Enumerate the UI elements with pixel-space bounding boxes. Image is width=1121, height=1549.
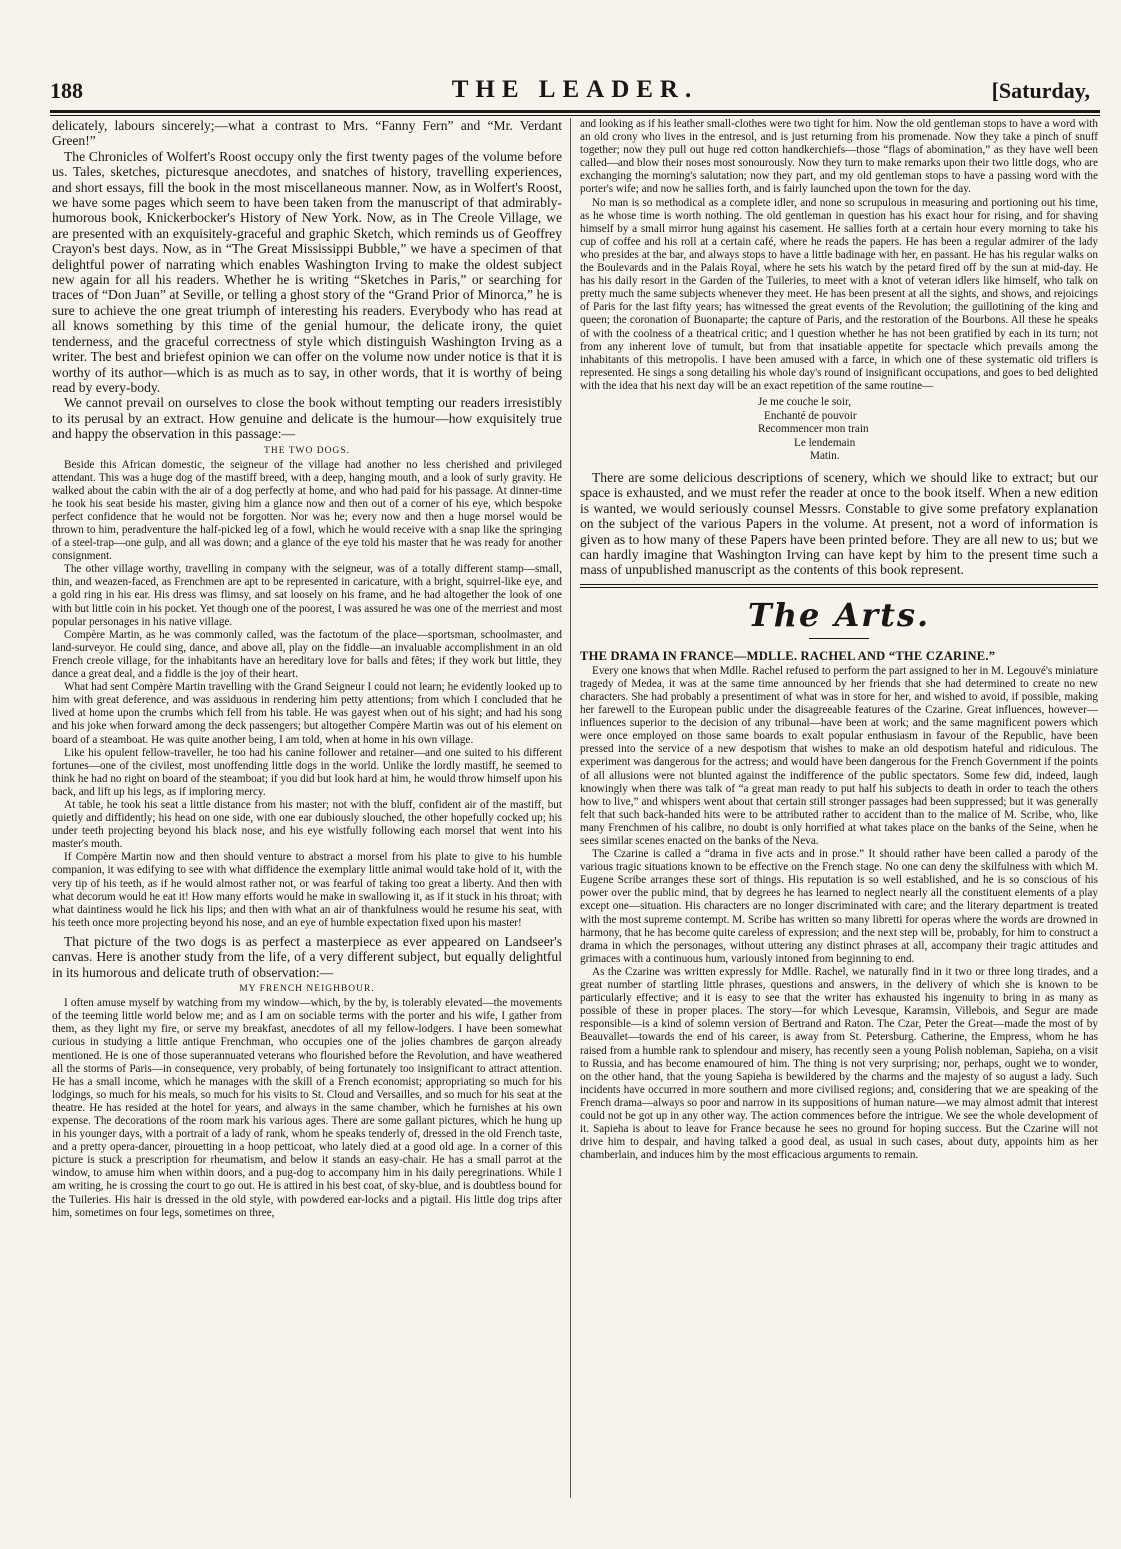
section-rule (580, 584, 1098, 588)
column-divider (570, 118, 571, 1498)
article-paragraph: Every one knows that when Mdlle. Rachel refused to perform the part assigned to her in M. Legouvé's miniature tragedy of Medea, it was at the same time announced by her friends that she had determined to create no new characters. She had probably a presentiment of what was in store for her, and wished to avoid, if possible, making her farewell to the European public under the disagreeable features of the Czarine. Great influences, however—influences superior to the decision of any tribunal—have been at work; and the same magnificent powers which were once employed on those same boards to exalt popular enthusiasm in favour of the Republic, have been pressed into the service of a new despotism that wishes to make an old despotism hateful and ridiculous. The experiment was dangerous for the actress; and would have been dangerous for the French Government if the points of all allusions were not blunted against the indifference of the public spectators. Some few did, indeed, laugh knowingly when there was talk of “a great man ready to put half his subjects to death in order to teach the others how to live,” and whispers went about that certain still stronger passages had been suppressed; but it was generally felt that such back-handed hits were to be attributed rather to accident than to the malice of M. Scribe, who, like many Frenchmen of his calibre, no doubt is only horrified at what takes place on the banks of the Seine, when he sees similar scenes enacted on the banks of the Neva. (580, 664, 1098, 847)
review-paragraph: There are some delicious descriptions of scenery, which we should like to extract; but our space is exhausted, and we must refer the reader at once to the book itself. When a new edition is wanted, we would seriously counsel Messrs. Constable to give some prefatory explanation on the subject of the various Papers in the volume. At present, not a word of information is given as to how many of these Papers have been printed before. They are all new to us; but we can hardly imagine that Washington Irving can have kept by him to the present time such a mass of unpublished manuscript as the contents of this book represent. (580, 469, 1098, 578)
review-paragraph: We cannot prevail on ourselves to close the book without tempting our readers irresistibly to its perusal by an extract. How genuine and delicate is the humour—how exquisitely true and happy the observation in this passage:— (52, 395, 562, 442)
verse-line: Recommencer mon train (758, 423, 869, 436)
extract-heading: MY FRENCH NEIGHBOUR. (239, 984, 375, 995)
right-column (580, 118, 1098, 1508)
review-paragraph: The Chronicles of Wolfert's Roost occupy only the first twenty pages of the volume before us. Tales, sketches, picturesque anecdotes, and snatches of history, travelling experiences, and short essays, fill the book in the most miscellaneous manner. Now, as in Wolfert's Roost, we have some pages which seem to have been taken from the manuscript of that admirably-humorous book, Knickerbocker's History of New York. Now, as in The Creole Village, we are presented with an exquisitely-graceful and graphic Sketch, which reminds us of Geoffrey Crayon's best days. Now, as in “The Great Mississippi Bubble,” we have a specimen of that delightful power of narrating which enables Washington Irving to make the oldest subject new again for all his readers. Whether he is writing “Sketches in Paris,” or searching for traces of “Don Juan” at Seville, or telling a ghost story of the “Grand Prior of Minorca,” he is sure to achieve the one great triumph of interesting his readers. Everybody who has read at all knows something by this time of the genial humour, the delicate irony, the quiet tenderness, and the graceful correctness of style which distinguish Washington Irving as a writer. The best and briefest opinion we can offer on the volume now under notice is that it is worthy of its author—which is as much as to say, in other words, that it is worthy of being read by every-body. (52, 148, 562, 395)
verse-line: Je me couche le soir, (758, 395, 852, 408)
masthead-rule-thin (50, 115, 1100, 116)
page-number: 188 (50, 78, 83, 103)
extract-paragraph: and looking as if his leather small-clothes were two tight for him. Now the old gentleman stops to have a word with an old crony who lives in the entresol, and is just returning from his promenade. Now they take a pinch of snuff together; now they pull out huge red cotton handkerchiefs—those “flags of abomination,” as they have well been called—and blow their noses most sonourously. Now they turn to make remarks upon their two little dogs, who are exchanging the morning's salutation; now they part, and my old gentleman stops to have a passing word with the porter's wife; and now he sallies forth, and is fairly launched upon the town for the day. (580, 118, 1098, 196)
extract-paragraph: Compère Martin, as he was commonly called, was the factotum of the place—sportsman, schoolmaster, and land-surveyor. He could sing, dance, and above all, play on the fiddle—an invaluable accomplishment in an old French creole village, for the inhabitants have an hereditary love for balls and fêtes; if they work but little, they dance a great deal, and a fiddle is the joy of their heart. (52, 628, 562, 681)
article-heading: THE DRAMA IN FRANCE—MDLLE. RACHEL AND “THE CZARINE.” (580, 648, 996, 663)
masthead (50, 74, 1100, 108)
extract-paragraph: I often amuse myself by watching from my window—which, by the by, is tolerably elevated—the movements of the teeming little world below me; and as I am on sociable terms with the porter and his wife, I gather from them, as they light my fire, or serve my breakfast, anecdotes of all my fellow-lodgers. I have been somewhat curious in studying a little antique Frenchman, who occupies one of the jolies chambres de garçon already mentioned. He is one of those superannuated veterans who flourished before the Revolution, and have weathered all the storms of Paris—in consequence, very probably, of being fortunately too insignificant to attract attention. He has a small income, which he manages with the skill of a French economist; appropriating so much for his lodgings, so much for his meals, so much for his visits to St. Cloud and Versailles, and so much for his seat at the theatre. He has resided at the hotel for years, and always in the same chamber, which he furnishes at his own expense. The decorations of the room mark his various ages. There are some gallant pictures, which he hung up in his younger days, with a portrait of a lady of rank, whom he speaks tenderly of, dressed in the old French taste, and a pretty opera-dancer, pirouetting in a hoop petticoat, who lately died at a good old age. In a corner of this picture is stuck a prescription for rheumatism, and below it stands an easy-chair. He has a small parrot at the window, to amuse him when within doors, and a pug-dog to accompany him in his daily peregrinations. While I am writing, he is crossing the court to go out. He is attired in his best coat, of sky-blue, and is doubtless bound for the Tuileries. His hair is dressed in the old style, with powdered ear-locks and a pigtail. His little dog trips after him, sometimes on four legs, sometimes on three, (52, 997, 562, 1219)
issue-day: [Saturday, (991, 78, 1090, 103)
verse-line: Matin. (810, 450, 840, 463)
review-paragraph: delicately, labours sincerely;—what a contrast to Mrs. “Fanny Fern” and “Mr. Verdant Green!” (52, 118, 562, 149)
section-title: The Arts. (747, 595, 931, 634)
extract-paragraph: The other village worthy, travelling in company with the seigneur, was of a totally different stamp—small, thin, and weazen-faced, as Frenchmen are apt to be represented in caricature, with a bright, squirrel-like eye, and a gold ring in his ear. His dress was flimsy, and sat loosely on his frame, and he had altogether the look of one with but little coin in his pocket. Yet though one of the poorest, I was assured he was one of the merriest and most popular personages in his native village. (52, 563, 562, 628)
extract-paragraph: Beside this African domestic, the seigneur of the village had another no less cherished and privileged attendant. This was a huge dog of the mastiff breed, with a deep, hanging mouth, and a look of surly gravity. He walked about the cabin with the air of a dog perfectly at home, and who had paid for his passage. At dinner-time he took his seat beside his master, giving him a glance now and then out of a corner of his eye, which bespoke perfect confidence that he would not be forgotten. Nor was he; every now and then a huge morsel would be thrown to him, peradventure the half-picked leg of a fowl, which he would receive with a snap like the springing of a steel-trap—one gulp, and all was down; and a glance of the eye told his master that he was ready for another consignment. (52, 458, 562, 563)
title-underline (809, 638, 869, 639)
extract-paragraph: What had sent Compère Martin travelling with the Grand Seigneur I could not learn; he evidently looked up to him with great deference, and was assiduous in rendering him petty attentions; from which I concluded that he lived at home upon the crumbs which fell from his table. He was gayest when out of his sight; and had his song and his joke when forward among the deck passengers; but altogether Compère Martin was out of his element on board of a steamboat. He was quite another being, I am told, when at home in his own village. (52, 681, 562, 746)
extract-heading: THE TWO DOGS. (264, 445, 350, 456)
extract-paragraph: At table, he took his seat a little distance from his master; not with the bluff, confident air of the mastiff, but quietly and diffidently; his head on one side, with one ear dubiously slouched, the other hopefully cocked up; his under teeth projecting beyond his black nose, and his eye wistfully following each morsel that went into his master's mouth. (52, 798, 562, 851)
newspaper-title: THE LEADER. (451, 76, 699, 103)
song-verse (758, 396, 1098, 464)
verse-line: Le lendemain (794, 436, 856, 449)
extract-paragraph: No man is so methodical as a complete idler, and none so scrupulous in measuring and portioning out his time, as he whose time is worth nothing. The old gentleman in question has his exact hour for rising, and for shaving himself by a small mirror hung against his casement. He sallies forth at a certain hour every morning to take his cup of coffee and his roll at a certain café, where he reads the papers. He has been a regular admirer of the lady who presides at the bar, and always stops to have a little badinage with her, en passant. He has his regular walks on the Boulevards and in the Palais Royal, where he sets his watch by the petard fired off by the sun at mid-day. He has his daily resort in the Garden of the Tuileries, to meet with a knot of veteran idlers like himself, who talk on pretty much the same subjects whenever they meet. He has been present at all the sights, and shows, and rejoicings of Paris for the last fifty years; has witnessed the great events of the Revolution; the guillotining of the king and queen; the coronation of Buonaparte; the capture of Paris, and the restoration of the Bourbons. All these he speaks of with the coolness of a theatrical critic; and I question whether he has not been gratified by each in its turn; not from any inherent love of tumult, but from that insatiable appetite for spectacle which prevails among the inhabitants of this metropolis. I have been amused with a farce, in which one of these systematic old triflers is represented. He sings a song detailing his whole day's round of insignificant occupations, and goes to bed delighted with the idea that his next day will be an exact repetition of the same routine— (580, 196, 1098, 392)
masthead-rule (50, 110, 1100, 113)
left-column (52, 118, 562, 1508)
review-paragraph: That picture of the two dogs is as perfect a masterpiece as ever appeared on Landseer's canvas. Here is another study from the life, of a very different subject, but equally delightful in its humorous and delicate truth of observation:— (52, 933, 562, 980)
article-paragraph: As the Czarine was written expressly for Mdlle. Rachel, we naturally find in it two or three long tirades, and a great number of startling little phrases, questions and answers, in the delivery of which she is known to be particularly effective; and it is easy to see that the writer has exhausted his ingenuity to bring in as many as possible of these in proper places. The story—for which Levesque, Karamsin, Villebois, and Segur are made responsible—is a kind of solemn version of Bertrand and Raton. The Czar, Peter the Great—made the most of by Beauvallet—towards the end of his career, is away from St. Petersburg. Catherine, the Empress, whom he has raised from a humble rank to splendour and misery, has recently seen a young Polish nobleman, Sapieha, on a visit to Russia, and has become enamoured of him. The thing is not very surprising; nor, perhaps, ought we to wonder, on the other hand, that the young Sapieha is bewildered by the charms and the majesty of so august a lady. Such incidents have occurred in more southern and more civilised regions; and, considering that we are speaking of the French drama—always so poor and narrow in its suppositions of human nature—we may almost admit that interest could not be got up in any other way. The action commences before the intrigue. We see the whole development of it. Sapieha is about to leave for France because he sees no ground for hoping success. But the Czarine will not drive him to despair, and having talked a good deal, as usual in such cases, about duty, appoints him as her chamberlain, and induces him by the most efficacious arguments to remain. (580, 965, 1098, 1162)
verse-line: Enchanté de pouvoir (764, 409, 857, 422)
extract-paragraph: If Compère Martin now and then should venture to abstract a morsel from his plate to give to his humble companion, it was edifying to see with what diffidence the exemplary little animal would take hold of it, with the very tip of his teeth, as if he would almost rather not, or was fearful of taking too great a liberty. And then with what decorum would he eat it! How many efforts would he make in swallowing it, as if it stuck in his throat; with what daintiness would he lick his lips; and then with what an air of thankfulness would he resume his seat, with his teeth once more projecting beyond his nose, and an eye of humble expectation fixed upon his master! (52, 851, 562, 929)
article-paragraph: The Czarine is called a “drama in five acts and in prose.” It should rather have been called a parody of the various tragic situations known to be effective on the French stage. No one can deny the skilfulness with which M. Eugene Scribe arranges these sort of things. His reputation is so well established, and he is so conscious of his power over the public mind, that by degrees he has learned to neglect nearly all the constituent elements of a play except one—situation. His characters are no longer discriminated with care; and the literary department is treated with the most supreme contempt. M. Scribe has written so many libretti for operas where the words are drowned in harmony, that he has become quite careless of expression; and the next step will be, probably, for him to construct a drama in which the personages, without uttering any distinct phrases at all, accompany their tragic attitudes and grimaces with a continuous hum, variously intoned from beginning to end. (580, 848, 1098, 965)
extract-paragraph: Like his opulent fellow-traveller, he too had his canine follower and retainer—and one suited to his different fortunes—one of the civilest, most unoffending little dogs in the world. Unlike the lordly mastiff, he seemed to think he had no right on board of the steamboat; if you did but look hard at him, he would throw himself upon his back, and lift up his legs, as if imploring mercy. (52, 746, 562, 798)
